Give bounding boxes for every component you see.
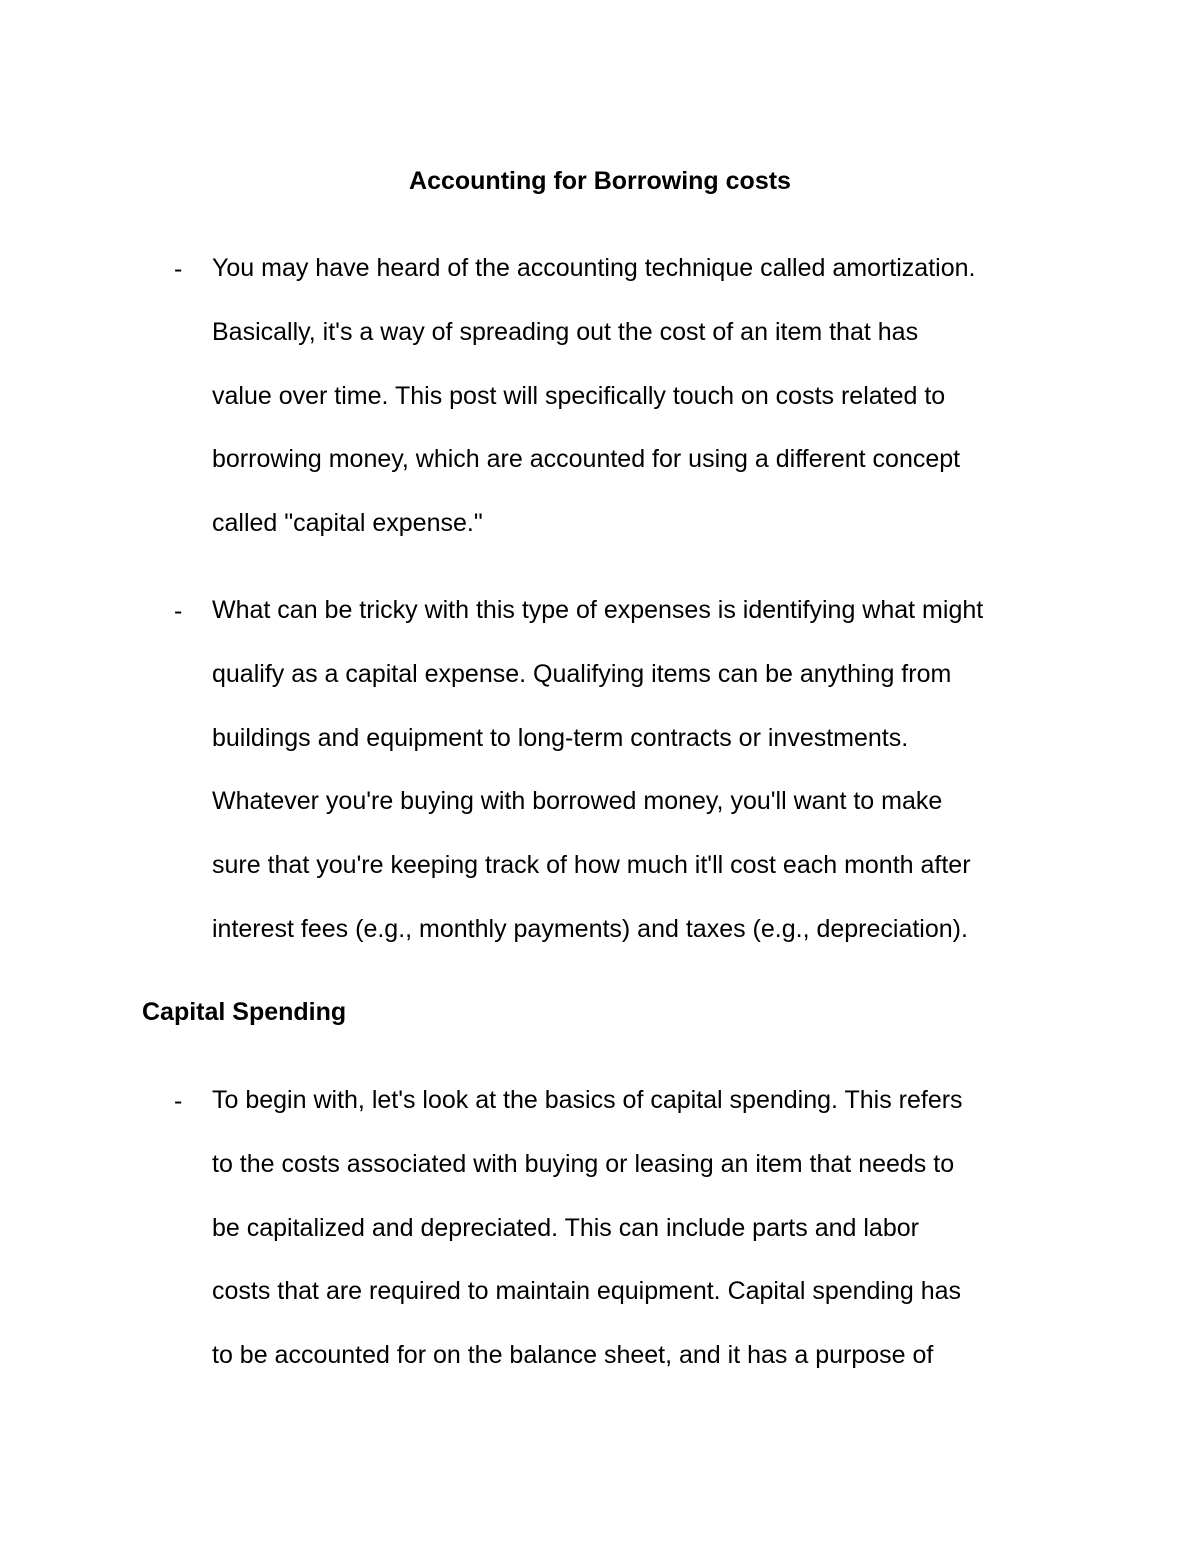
text-line: be capitalized and depreciated. This can include parts and labor	[212, 1213, 919, 1242]
text-line: sure that you're keeping track of how much it'll cost each month after	[212, 851, 971, 880]
text-line: buildings and equipment to long-term contracts or investments.	[212, 723, 909, 752]
bullet-dash: -	[174, 1087, 183, 1115]
text-line: interest fees (e.g., monthly payments) and taxes (e.g., depreciation).	[212, 914, 968, 943]
text-line: To begin with, let's look at the basics of capital spending. This refers	[212, 1086, 963, 1114]
text-line: Whatever you're buying with borrowed money, you'll want to make	[212, 787, 943, 816]
bullet-dash: -	[174, 255, 183, 283]
text-line: What can be tricky with this type of expenses is identifying what might	[212, 596, 984, 624]
text-line: to be accounted for on the balance sheet, and it has a purpose of	[212, 1341, 934, 1370]
bullet-text	[212, 1069, 1072, 1388]
text-line: costs that are required to maintain equipment. Capital spending has	[212, 1277, 962, 1306]
bullet-text	[212, 237, 1072, 556]
text-line: borrowing money, which are accounted for using a different concept	[212, 445, 961, 474]
text-line: You may have heard of the accounting technique called amortization.	[212, 254, 976, 282]
section-heading: Capital Spending	[142, 998, 347, 1026]
document-title: Accounting for Borrowing costs	[409, 167, 791, 195]
text-line: to the costs associated with buying or leasing an item that needs to	[212, 1149, 955, 1178]
text-line: called "capital expense."	[212, 509, 483, 538]
text-line: value over time. This post will specifically touch on costs related to	[212, 381, 946, 410]
text-line: Basically, it's a way of spreading out the cost of an item that has	[212, 317, 919, 346]
bullet-dash: -	[174, 597, 183, 625]
bullet-text	[212, 579, 1072, 962]
text-line: qualify as a capital expense. Qualifying items can be anything from	[212, 659, 952, 688]
